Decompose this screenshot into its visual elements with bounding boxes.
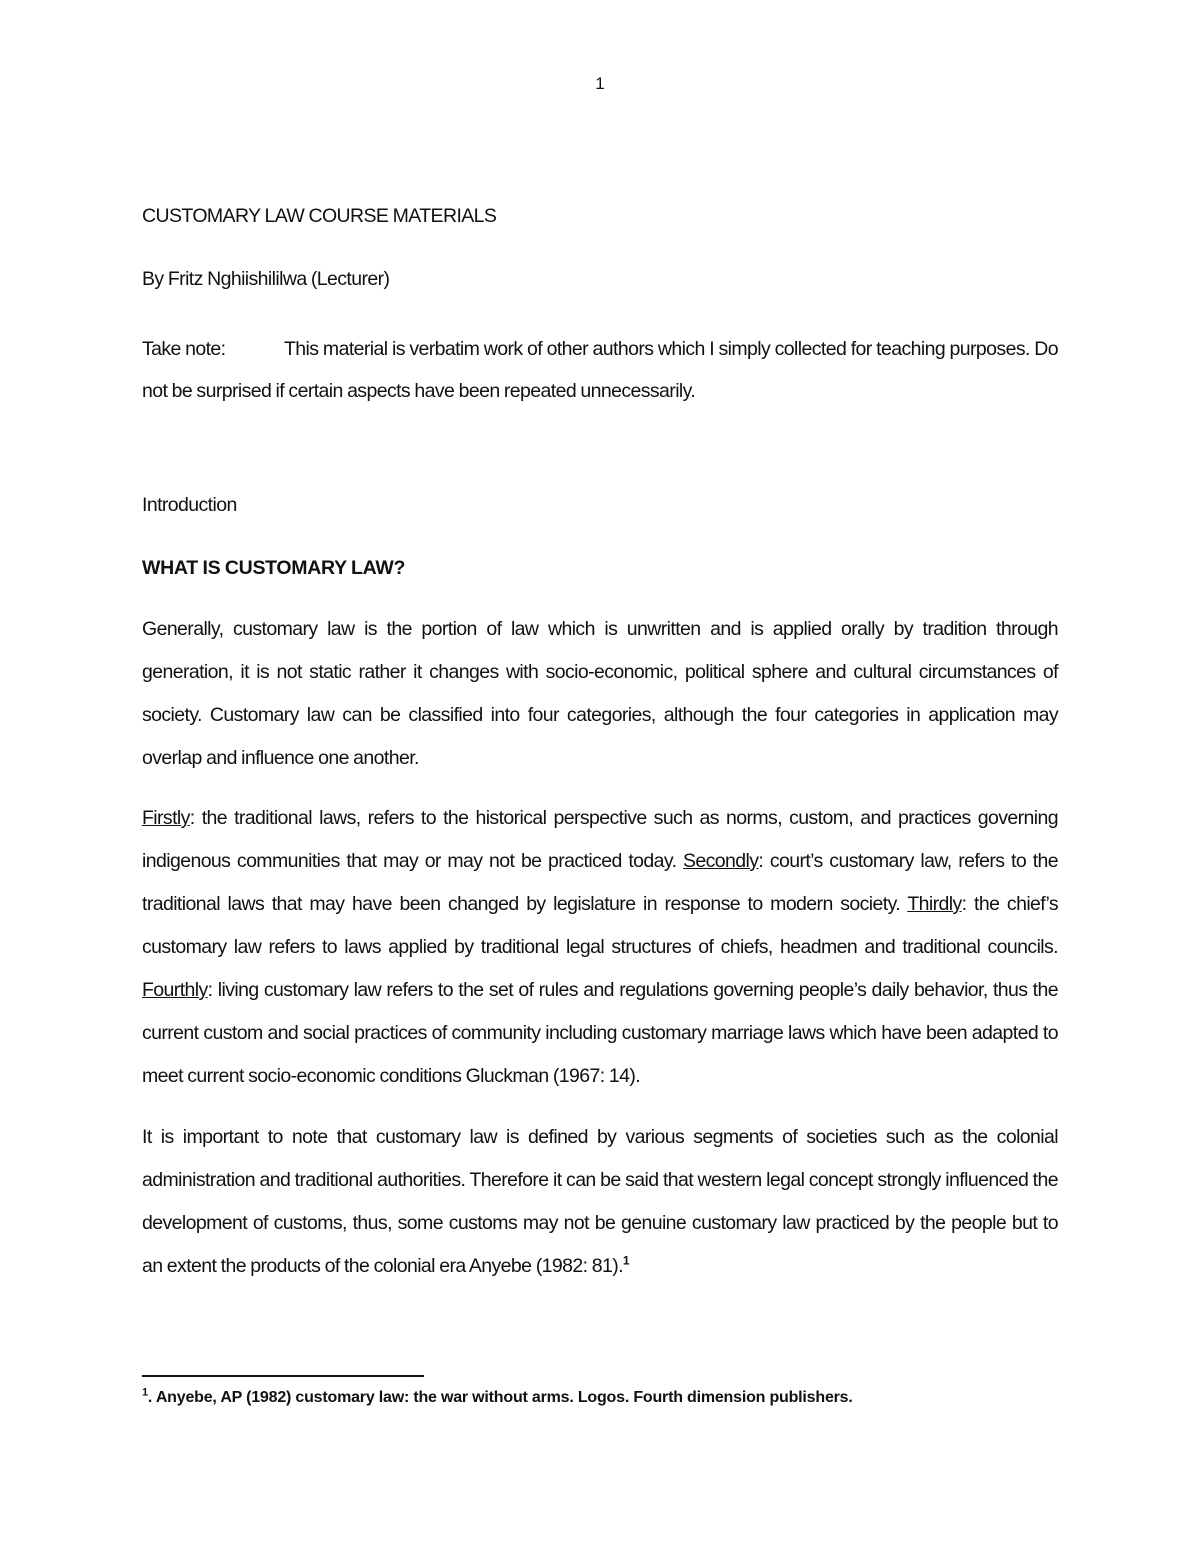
paragraph-colonial <box>142 1116 1058 1288</box>
footnote-text: . Anyebe, AP (1982) customary law: the war without arms. Logos. Fourth dimension publishers. <box>147 1389 853 1406</box>
text-thirdly: : the chief’s customary law refers to laws applied by traditional legal structures of chiefs, headmen and traditional councils. <box>142 893 1058 958</box>
text-secondly: : court’s customary law, refers to the traditional laws that may have been changed by legislature in response to modern society. <box>142 850 1059 915</box>
section-heading: WHAT IS CUSTOMARY LAW? <box>142 557 406 579</box>
take-note-label: Take note: <box>142 338 226 360</box>
term-fourthly: Fourthly <box>142 979 208 1001</box>
paragraph-general: Generally, customary law is the portion of law which is unwritten and is applied orally by tradition through generation, it is not static rather it changes with socio-economic, political sphere and cultural circumstances of society. Customary law can be classified into four categories, although the four categories in application may overlap and influence one another. <box>142 618 1058 769</box>
author-line: By Fritz Nghiishililwa (Lecturer) <box>142 268 390 290</box>
text-fourthly: : living customary law refers to the set of rules and regulations governing people’s daily behavior, thus the current custom and social practices of community including customary marriage laws which have been adapted to meet current socio-economic conditions Gluckman (1967: 14). <box>142 979 1058 1087</box>
take-note-paragraph <box>142 328 1058 412</box>
page-number: 1 <box>595 74 605 93</box>
take-note-text: This material is verbatim work of other authors which I simply collected for teaching purposes. Do not be surprised if certain aspects have been repeated unnecessarily. <box>142 338 1058 402</box>
paragraph-categories <box>142 797 1058 1098</box>
footnote <box>142 1386 1058 1407</box>
paragraph-colonial-text: It is important to note that customary law is defined by various segments of societies such as the colonial administration and traditional authorities. Therefore it can be said that western legal concept strongly influenced the development of customs, thus, some customs may not be genuine customary law practiced by the people but to an extent the products of the colonial era Anyebe (1982: 81). <box>142 1126 1058 1277</box>
term-firstly: Firstly <box>142 807 190 829</box>
text-firstly: : the traditional laws, refers to the historical perspective such as norms, custom, and practices governing indigenous communities that may or may not be practiced today. <box>142 807 1058 872</box>
footnote-mark: 1 <box>142 1386 148 1399</box>
term-thirdly: Thirdly <box>907 893 962 915</box>
footnote-separator <box>142 1375 424 1377</box>
document-title: CUSTOMARY LAW COURSE MATERIALS <box>142 205 497 227</box>
introduction-heading: Introduction <box>142 494 237 516</box>
term-secondly: Secondly <box>683 850 759 872</box>
footnote-reference: 1 <box>622 1253 629 1268</box>
